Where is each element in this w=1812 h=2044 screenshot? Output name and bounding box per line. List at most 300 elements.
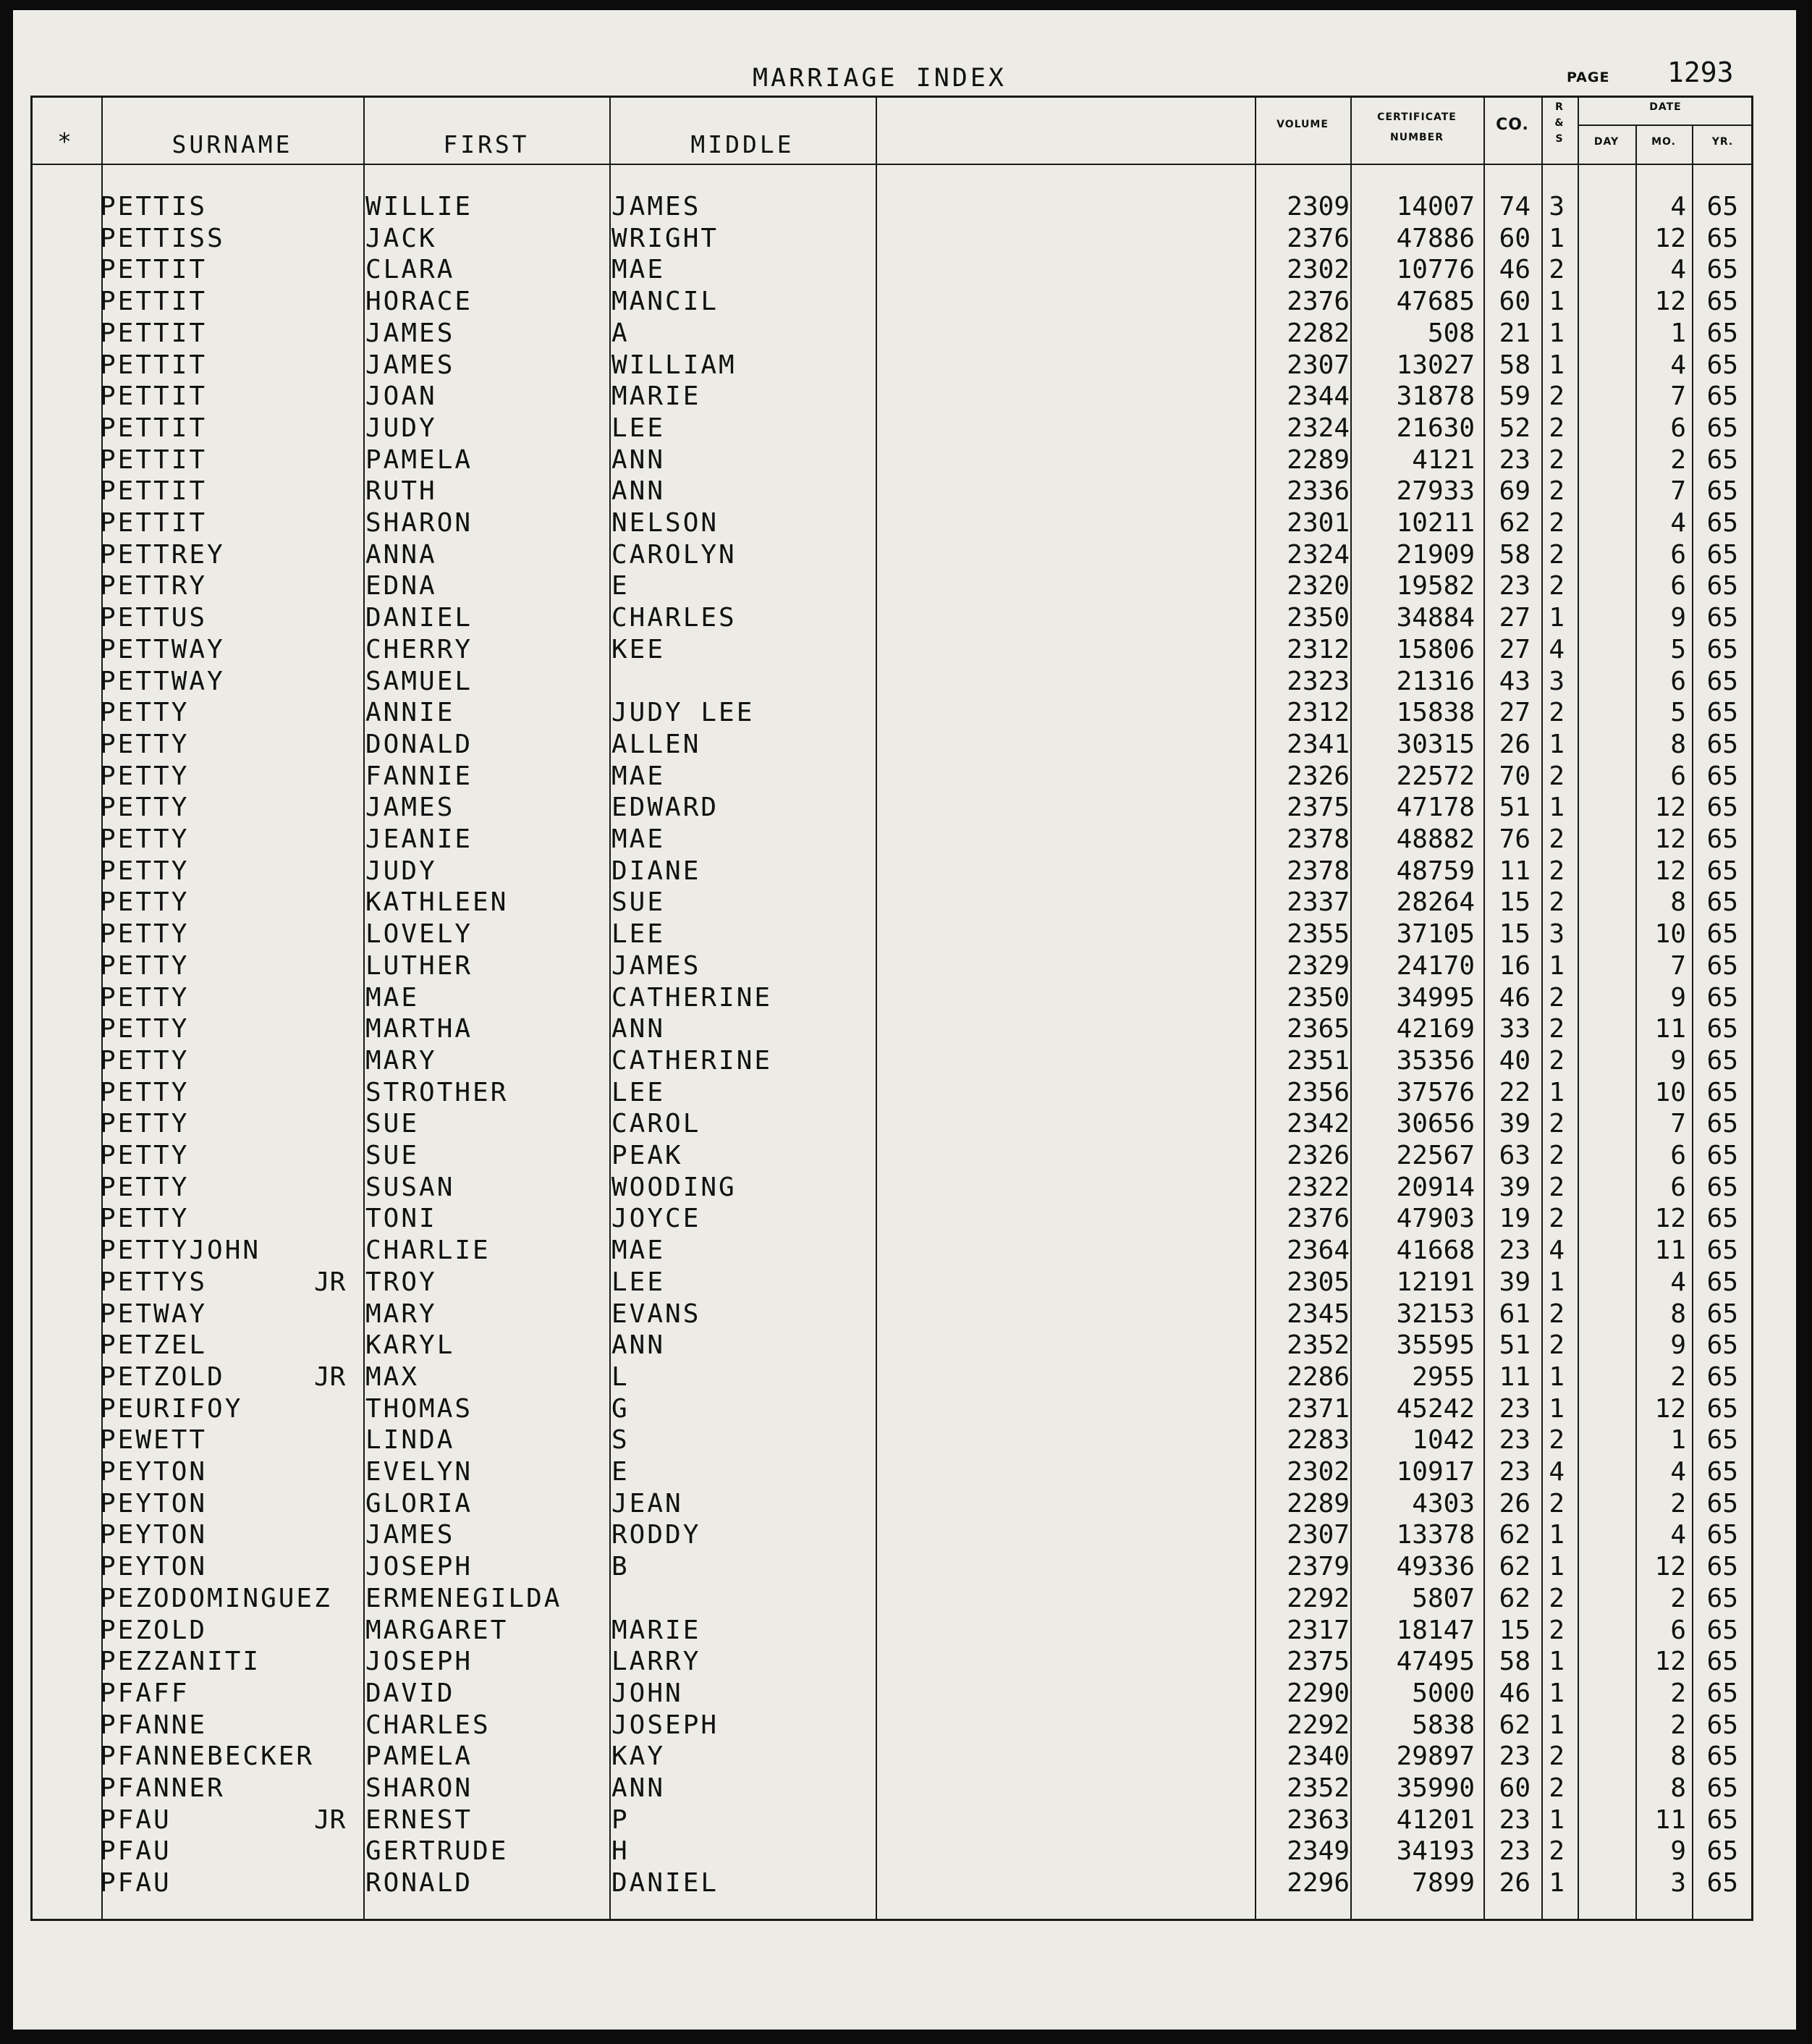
month-cell: 8 xyxy=(1670,1773,1686,1803)
month-cell: 3 xyxy=(1670,1868,1686,1899)
middle-name-cell: G xyxy=(611,1393,630,1424)
rbs-cell: 2 xyxy=(1549,381,1565,412)
month-cell: 11 xyxy=(1654,1236,1686,1266)
certificate-number-cell: 48882 xyxy=(1396,824,1475,854)
certificate-number-cell: 19582 xyxy=(1396,571,1475,601)
certificate-number-cell: 27933 xyxy=(1396,476,1475,507)
certificate-number-cell: 4121 xyxy=(1412,444,1475,475)
table-row xyxy=(0,254,1780,285)
certificate-number-cell: 21630 xyxy=(1396,413,1475,443)
certificate-number-cell: 28264 xyxy=(1396,887,1475,918)
surname-cell: PETTUS xyxy=(100,603,208,633)
surname-cell: PFANNER xyxy=(100,1773,225,1803)
volume-cell: 2320 xyxy=(1287,571,1350,601)
first-name-cell: DANIEL xyxy=(365,603,473,633)
first-name-cell: THOMAS xyxy=(365,1393,473,1424)
volume-cell: 2363 xyxy=(1287,1804,1350,1835)
month-cell: 9 xyxy=(1670,603,1686,633)
county-cell: 27 xyxy=(1499,603,1531,633)
rbs-cell: 1 xyxy=(1549,1868,1565,1899)
middle-name-cell: CATHERINE xyxy=(611,982,773,1013)
table-row xyxy=(0,761,1780,792)
surname-cell: PETTY xyxy=(100,729,190,759)
rbs-cell: 1 xyxy=(1549,318,1565,348)
table-row xyxy=(0,1646,1780,1677)
year-cell: 65 xyxy=(1706,1678,1738,1708)
surname-cell: PETTY xyxy=(100,1109,190,1139)
first-name-cell: ERMENEGILDA xyxy=(365,1583,562,1613)
volume-cell: 2342 xyxy=(1287,1109,1350,1139)
table-row xyxy=(0,1551,1780,1582)
certificate-number-cell: 13378 xyxy=(1396,1520,1475,1550)
table-row xyxy=(0,1140,1780,1171)
certificate-number-cell: 10776 xyxy=(1396,255,1475,285)
table-row xyxy=(0,381,1780,412)
table-row xyxy=(0,1456,1780,1487)
month-cell: 2 xyxy=(1670,1488,1686,1519)
month-cell: 5 xyxy=(1670,634,1686,664)
first-name-cell: DONALD xyxy=(365,729,473,759)
volume-cell: 2307 xyxy=(1287,350,1350,380)
middle-name-cell: LARRY xyxy=(611,1647,701,1677)
page-number: 1293 xyxy=(1667,56,1734,88)
table-row xyxy=(0,1773,1780,1804)
month-cell: 8 xyxy=(1670,887,1686,918)
certificate-number-cell: 21909 xyxy=(1396,539,1475,570)
first-name-cell: JAMES xyxy=(365,793,455,823)
county-cell: 27 xyxy=(1499,634,1531,664)
table-row xyxy=(0,444,1780,476)
first-name-cell: CHARLES xyxy=(365,1710,491,1740)
month-cell: 6 xyxy=(1670,1615,1686,1645)
county-cell: 23 xyxy=(1499,1236,1531,1266)
year-cell: 65 xyxy=(1706,1425,1738,1456)
certificate-number-cell: 41668 xyxy=(1396,1236,1475,1266)
surname-header: SURNAME xyxy=(172,130,293,159)
volume-cell: 2378 xyxy=(1287,824,1350,854)
surname-cell: PFAU xyxy=(100,1836,172,1867)
county-cell: 62 xyxy=(1499,1520,1531,1550)
middle-name-cell: MAE xyxy=(611,255,666,285)
month-cell: 12 xyxy=(1654,223,1686,253)
year-cell: 65 xyxy=(1706,1615,1738,1645)
surname-cell: PEYTON xyxy=(100,1552,208,1582)
volume-cell: 2292 xyxy=(1287,1710,1350,1740)
month-cell: 8 xyxy=(1670,1298,1686,1329)
first-name-cell: JAMES xyxy=(365,350,455,380)
middle-name-cell: ANN xyxy=(611,1330,666,1361)
month-cell: 12 xyxy=(1654,1393,1686,1424)
table-row xyxy=(0,887,1780,918)
year-header: YR. xyxy=(1711,136,1734,148)
table-row xyxy=(0,918,1780,950)
first-name-cell: MAX xyxy=(365,1361,420,1392)
month-cell: 6 xyxy=(1670,761,1686,791)
surname-cell: PETTRY xyxy=(100,571,208,601)
rbs-cell: 1 xyxy=(1549,350,1565,380)
county-cell: 11 xyxy=(1499,1361,1531,1392)
first-name-cell: ANNIE xyxy=(365,698,455,728)
year-cell: 65 xyxy=(1706,287,1738,317)
rbs-cell: 4 xyxy=(1549,634,1565,664)
volume-cell: 2309 xyxy=(1287,192,1350,221)
table-row xyxy=(0,1678,1780,1709)
month-cell: 12 xyxy=(1654,1204,1686,1234)
county-cell: 23 xyxy=(1499,1741,1531,1772)
county-header: CO. xyxy=(1496,116,1529,134)
volume-cell: 2323 xyxy=(1287,666,1350,696)
middle-name-cell: EDWARD xyxy=(611,793,719,823)
surname-cell: PETTISS xyxy=(100,223,225,253)
volume-cell: 2329 xyxy=(1287,950,1350,981)
year-cell: 65 xyxy=(1706,1583,1738,1613)
surname-cell: PFANNEBECKER xyxy=(100,1741,315,1772)
surname-cell: PETTY xyxy=(100,1077,190,1107)
year-cell: 65 xyxy=(1706,1172,1738,1202)
year-cell: 65 xyxy=(1706,603,1738,633)
rbs-cell: 2 xyxy=(1549,476,1565,507)
month-cell: 9 xyxy=(1670,1330,1686,1361)
first-name-cell: JOAN xyxy=(365,381,437,412)
volume-cell: 2305 xyxy=(1287,1267,1350,1297)
certificate-number-cell: 14007 xyxy=(1396,192,1475,221)
volume-cell: 2301 xyxy=(1287,508,1350,538)
first-name-cell: KARYL xyxy=(365,1330,455,1361)
month-cell: 2 xyxy=(1670,1361,1686,1392)
surname-cell: PEYTON xyxy=(100,1520,208,1550)
middle-name-cell: WILLIAM xyxy=(611,350,737,380)
table-row xyxy=(0,1108,1780,1139)
first-name-cell: MAE xyxy=(365,982,420,1013)
table-row xyxy=(0,223,1780,254)
volume-cell: 2312 xyxy=(1287,698,1350,728)
month-cell: 1 xyxy=(1670,318,1686,348)
surname-cell: PETTY xyxy=(100,1141,190,1170)
first-name-header: FIRST xyxy=(443,130,530,159)
first-name-cell: LINDA xyxy=(365,1425,455,1456)
certificate-number-cell: 5807 xyxy=(1412,1583,1475,1613)
month-cell: 7 xyxy=(1670,476,1686,507)
month-cell: 2 xyxy=(1670,444,1686,475)
county-cell: 39 xyxy=(1499,1172,1531,1202)
surname-cell: PETTWAY xyxy=(100,666,225,696)
table-row xyxy=(0,570,1780,601)
month-cell: 2 xyxy=(1670,1678,1686,1708)
surname-cell: PETTYJOHN xyxy=(100,1236,261,1266)
county-cell: 23 xyxy=(1499,1457,1531,1487)
surname-cell: PETTIT xyxy=(100,508,208,538)
first-name-cell: TROY xyxy=(365,1267,437,1297)
first-name-cell: STROTHER xyxy=(365,1077,509,1107)
county-cell: 22 xyxy=(1499,1077,1531,1107)
certificate-number-cell: 20914 xyxy=(1396,1172,1475,1202)
year-cell: 65 xyxy=(1706,571,1738,601)
year-cell: 65 xyxy=(1706,255,1738,285)
month-cell: 4 xyxy=(1670,1520,1686,1550)
volume-cell: 2352 xyxy=(1287,1330,1350,1361)
county-cell: 26 xyxy=(1499,1868,1531,1899)
certificate-number-cell: 42169 xyxy=(1396,1014,1475,1044)
rbs-cell: 1 xyxy=(1549,287,1565,317)
middle-name-cell: E xyxy=(611,571,630,601)
table-row xyxy=(0,1804,1780,1836)
county-cell: 23 xyxy=(1499,571,1531,601)
county-cell: 23 xyxy=(1499,1804,1531,1835)
county-cell: 46 xyxy=(1499,1678,1531,1708)
middle-name-cell: H xyxy=(611,1836,630,1867)
certificate-header: CERTIFICATE xyxy=(1377,111,1457,123)
rbs-cell: 2 xyxy=(1549,571,1565,601)
table-row xyxy=(0,1488,1780,1519)
surname-cell: PETTY xyxy=(100,982,190,1013)
month-cell: 4 xyxy=(1670,1267,1686,1297)
table-row xyxy=(0,1172,1780,1203)
volume-cell: 2350 xyxy=(1287,603,1350,633)
county-cell: 21 xyxy=(1499,318,1531,348)
volume-cell: 2324 xyxy=(1287,413,1350,443)
month-cell: 2 xyxy=(1670,1583,1686,1613)
middle-name-cell: DIANE xyxy=(611,856,701,886)
certificate-number-cell: 18147 xyxy=(1396,1615,1475,1645)
county-cell: 15 xyxy=(1499,1615,1531,1645)
certificate-number-cell: 15806 xyxy=(1396,634,1475,664)
surname-cell: PETTY xyxy=(100,950,190,981)
month-cell: 4 xyxy=(1670,255,1686,285)
rbs-cell: 2 xyxy=(1549,856,1565,886)
table-row xyxy=(0,1836,1780,1867)
volume-cell: 2355 xyxy=(1287,919,1350,950)
county-cell: 74 xyxy=(1499,192,1531,221)
suffix-cell: JR xyxy=(314,1804,346,1835)
volume-cell: 2376 xyxy=(1287,1204,1350,1234)
table-row xyxy=(0,191,1780,222)
volume-cell: 2364 xyxy=(1287,1236,1350,1266)
table-row xyxy=(0,413,1780,444)
first-name-cell: EDNA xyxy=(365,571,437,601)
year-cell: 65 xyxy=(1706,413,1738,443)
county-cell: 40 xyxy=(1499,1045,1531,1076)
first-name-cell: WILLIE xyxy=(365,192,473,221)
surname-cell: PETTYS xyxy=(100,1267,208,1297)
year-cell: 65 xyxy=(1706,1647,1738,1677)
year-cell: 65 xyxy=(1706,729,1738,759)
surname-cell: PETTY xyxy=(100,856,190,886)
table-row xyxy=(0,1583,1780,1614)
table-row xyxy=(0,318,1780,349)
county-cell: 16 xyxy=(1499,950,1531,981)
year-cell: 65 xyxy=(1706,1741,1738,1772)
month-cell: 8 xyxy=(1670,1741,1686,1772)
year-cell: 65 xyxy=(1706,761,1738,791)
table-row xyxy=(0,1741,1780,1772)
certificate-number-cell: 35595 xyxy=(1396,1330,1475,1361)
rbs-cell: 2 xyxy=(1549,824,1565,854)
volume-cell: 2352 xyxy=(1287,1773,1350,1803)
year-cell: 65 xyxy=(1706,1393,1738,1424)
volume-cell: 2324 xyxy=(1287,539,1350,570)
county-cell: 39 xyxy=(1499,1267,1531,1297)
year-cell: 65 xyxy=(1706,192,1738,221)
month-cell: 6 xyxy=(1670,1172,1686,1202)
certificate-number-cell: 30315 xyxy=(1396,729,1475,759)
middle-name-cell: ANN xyxy=(611,444,666,475)
rbs-cell: 2 xyxy=(1549,698,1565,728)
year-cell: 65 xyxy=(1706,1520,1738,1550)
table-row xyxy=(0,729,1780,760)
certificate-number-cell: 34884 xyxy=(1396,603,1475,633)
certificate-number-cell: 35990 xyxy=(1396,1773,1475,1803)
volume-cell: 2307 xyxy=(1287,1520,1350,1550)
county-cell: 46 xyxy=(1499,255,1531,285)
middle-name-cell: P xyxy=(611,1804,630,1835)
first-name-cell: KATHLEEN xyxy=(365,887,509,918)
rbs-cell: 1 xyxy=(1549,1267,1565,1297)
month-cell: 6 xyxy=(1670,413,1686,443)
first-name-cell: GLORIA xyxy=(365,1488,473,1519)
rbs-cell: 2 xyxy=(1549,1425,1565,1456)
rbs-cell: 2 xyxy=(1549,1583,1565,1613)
year-cell: 65 xyxy=(1706,666,1738,696)
year-cell: 65 xyxy=(1706,1077,1738,1107)
surname-cell: PEURIFOY xyxy=(100,1393,243,1424)
middle-name-cell: PEAK xyxy=(611,1141,683,1170)
year-cell: 65 xyxy=(1706,1804,1738,1835)
volume-cell: 2326 xyxy=(1287,1141,1350,1170)
certificate-number-cell: 49336 xyxy=(1396,1552,1475,1582)
county-cell: 43 xyxy=(1499,666,1531,696)
certificate-number-cell: 45242 xyxy=(1396,1393,1475,1424)
first-name-cell: SUSAN xyxy=(365,1172,455,1202)
month-cell: 4 xyxy=(1670,1457,1686,1487)
rbs-cell: 1 xyxy=(1549,1520,1565,1550)
county-cell: 23 xyxy=(1499,1393,1531,1424)
star-header: * xyxy=(57,127,75,156)
middle-name-cell: LEE xyxy=(611,919,666,950)
county-cell: 63 xyxy=(1499,1141,1531,1170)
rbs-cell: 1 xyxy=(1549,950,1565,981)
table-row xyxy=(0,476,1780,507)
table-row xyxy=(0,286,1780,317)
rbs-cell: 1 xyxy=(1549,1678,1565,1708)
first-name-cell: CHARLIE xyxy=(365,1236,491,1266)
middle-name-cell: ANN xyxy=(611,476,666,507)
rbs-cell: 2 xyxy=(1549,413,1565,443)
table-row xyxy=(0,666,1780,697)
middle-name-cell: KEE xyxy=(611,634,666,664)
rbs-cell: 2 xyxy=(1549,887,1565,918)
first-name-cell: LOVELY xyxy=(365,919,473,950)
surname-cell: PETTY xyxy=(100,1204,190,1234)
month-cell: 4 xyxy=(1670,192,1686,221)
rbs-cell: 1 xyxy=(1549,1804,1565,1835)
table-row xyxy=(0,697,1780,728)
year-cell: 65 xyxy=(1706,1236,1738,1266)
volume-cell: 2345 xyxy=(1287,1298,1350,1329)
page-title: MARRIAGE INDEX xyxy=(753,64,1007,93)
volume-cell: 2365 xyxy=(1287,1014,1350,1044)
middle-name-cell: MARIE xyxy=(611,1615,701,1645)
middle-name-cell: KAY xyxy=(611,1741,666,1772)
first-name-cell: MARGARET xyxy=(365,1615,509,1645)
table-row xyxy=(0,602,1780,633)
first-name-cell: JAMES xyxy=(365,318,455,348)
volume-cell: 2302 xyxy=(1287,255,1350,285)
county-cell: 62 xyxy=(1499,508,1531,538)
middle-name-cell: JAMES xyxy=(611,192,701,221)
year-cell: 65 xyxy=(1706,824,1738,854)
month-cell: 6 xyxy=(1670,1141,1686,1170)
year-cell: 65 xyxy=(1706,1267,1738,1297)
certificate-number-cell: 48759 xyxy=(1396,856,1475,886)
rbs-cell: 2 xyxy=(1549,1204,1565,1234)
year-cell: 65 xyxy=(1706,919,1738,950)
middle-name-cell: MANCIL xyxy=(611,287,719,317)
rbs-cell: 2 xyxy=(1549,1141,1565,1170)
rbs-header-r: R xyxy=(1555,101,1564,113)
volume-cell: 2375 xyxy=(1287,793,1350,823)
middle-name-cell: ANN xyxy=(611,1014,666,1044)
middle-name-cell: LEE xyxy=(611,413,666,443)
rbs-cell: 4 xyxy=(1549,1457,1565,1487)
month-cell: 6 xyxy=(1670,571,1686,601)
middle-name-cell: MAE xyxy=(611,824,666,854)
year-cell: 65 xyxy=(1706,381,1738,412)
year-cell: 65 xyxy=(1706,1330,1738,1361)
table-row xyxy=(0,792,1780,823)
rbs-cell: 3 xyxy=(1549,919,1565,950)
surname-cell: PETTY xyxy=(100,698,190,728)
rbs-cell: 1 xyxy=(1549,729,1565,759)
rbs-cell: 1 xyxy=(1549,1647,1565,1677)
rbs-cell: 2 xyxy=(1549,1488,1565,1519)
county-cell: 62 xyxy=(1499,1710,1531,1740)
year-cell: 65 xyxy=(1706,1298,1738,1329)
first-name-cell: LUTHER xyxy=(365,950,473,981)
first-name-cell: HORACE xyxy=(365,287,473,317)
first-name-cell: ERNEST xyxy=(365,1804,473,1835)
year-cell: 65 xyxy=(1706,444,1738,475)
year-cell: 65 xyxy=(1706,1045,1738,1076)
date-header-divider xyxy=(1578,124,1753,126)
table-row xyxy=(0,1013,1780,1044)
first-name-cell: SUE xyxy=(365,1141,420,1170)
year-cell: 65 xyxy=(1706,856,1738,886)
suffix-cell: JR xyxy=(314,1361,346,1392)
volume-cell: 2378 xyxy=(1287,856,1350,886)
county-cell: 59 xyxy=(1499,381,1531,412)
surname-cell: PEZZANITI xyxy=(100,1647,261,1677)
surname-cell: PETTWAY xyxy=(100,634,225,664)
certificate-number-cell: 22572 xyxy=(1396,761,1475,791)
year-cell: 65 xyxy=(1706,634,1738,664)
rbs-cell: 2 xyxy=(1549,761,1565,791)
first-name-cell: RUTH xyxy=(365,476,437,507)
rbs-cell: 1 xyxy=(1549,1361,1565,1392)
county-cell: 23 xyxy=(1499,1425,1531,1456)
table-row xyxy=(0,507,1780,539)
county-cell: 58 xyxy=(1499,539,1531,570)
county-cell: 39 xyxy=(1499,1109,1531,1139)
table-row xyxy=(0,1424,1780,1456)
volume-cell: 2376 xyxy=(1287,287,1350,317)
certificate-number-cell: 10211 xyxy=(1396,508,1475,538)
year-cell: 65 xyxy=(1706,1014,1738,1044)
certificate-number-cell: 5000 xyxy=(1412,1678,1475,1708)
surname-cell: PETZEL xyxy=(100,1330,208,1361)
surname-cell: PFAU xyxy=(100,1868,172,1899)
county-cell: 69 xyxy=(1499,476,1531,507)
volume-cell: 2350 xyxy=(1287,982,1350,1013)
